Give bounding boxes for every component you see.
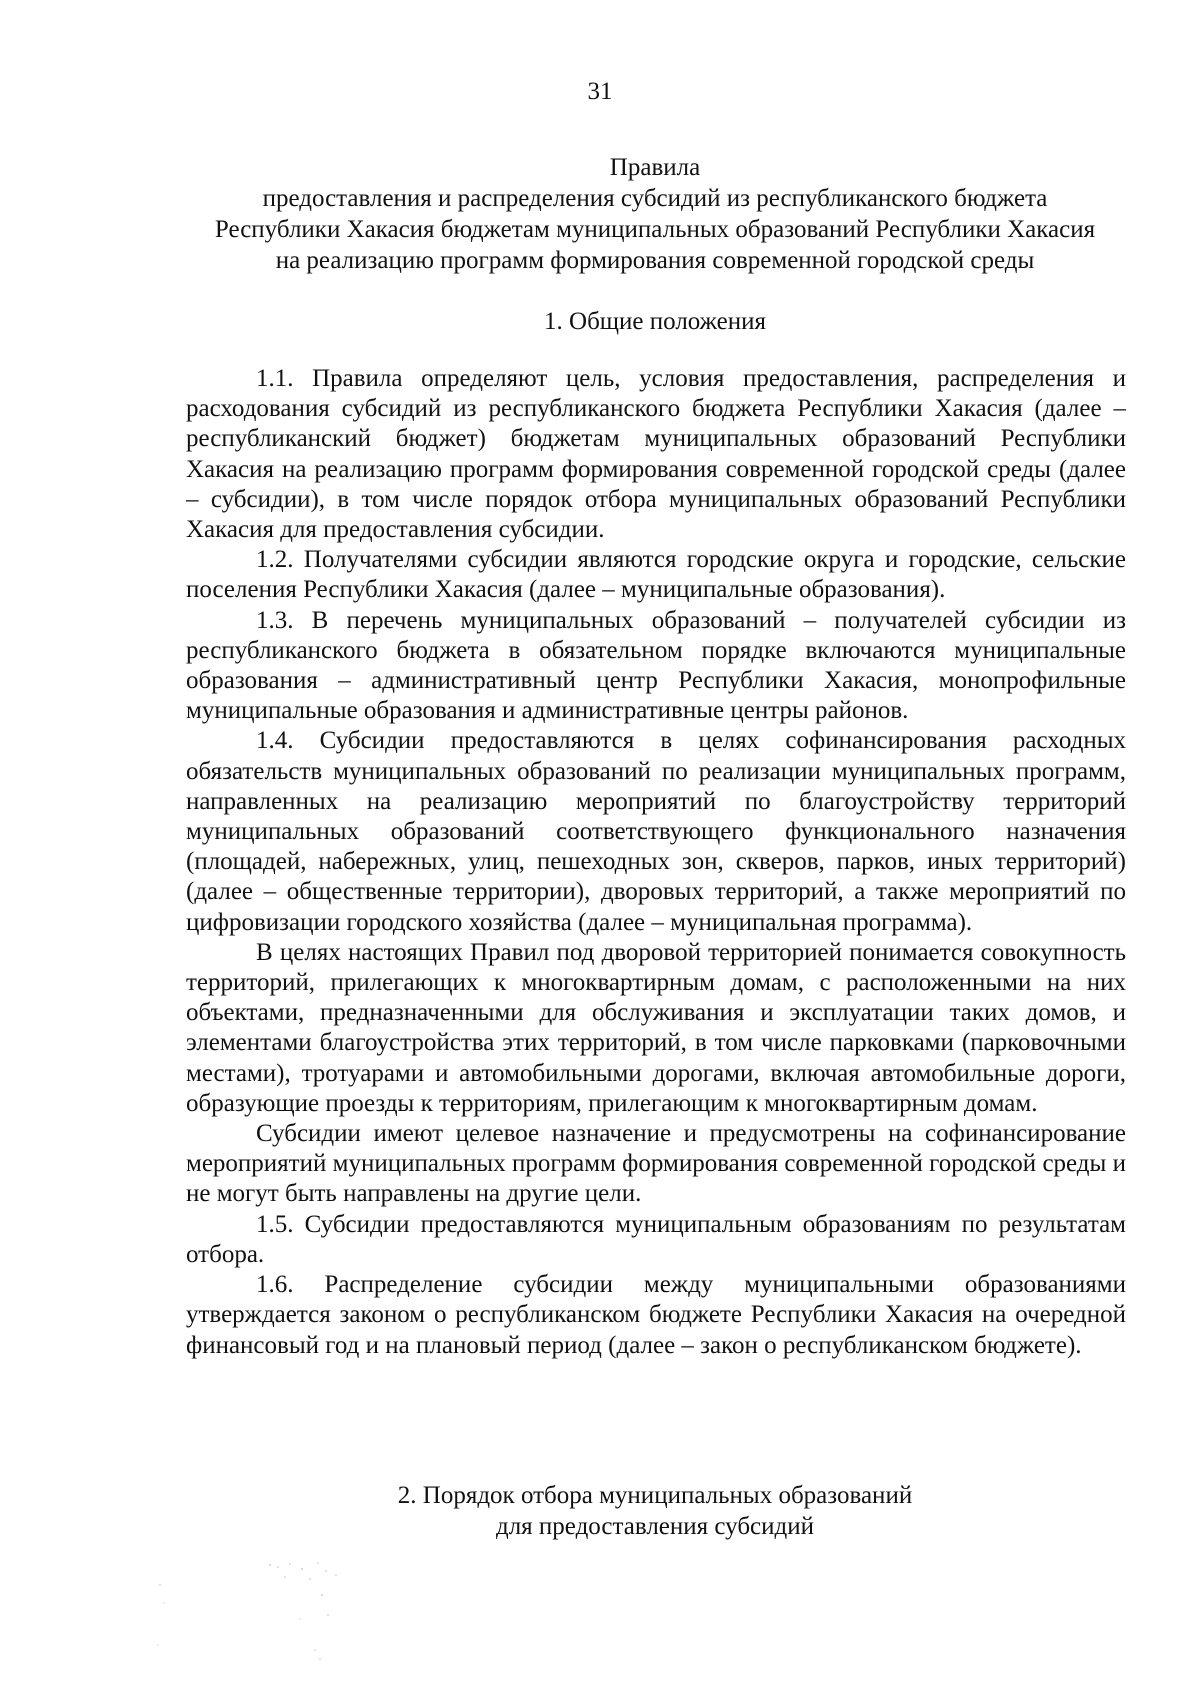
title-line: Республики Хакасия бюджетам муниципальных образований Республики Хакасия — [214, 216, 1096, 243]
paragraph: 1.6. Распределение субсидии между муниципальными образованиями утверждается законом о республиканском бюджете Республики Хакасия на очередной финансовый год и на плановый период (далее – закон о республиканском бюджете). — [186, 1271, 1126, 1359]
paragraph: 1.3. В перечень муниципальных образований – получателей субсидии из республиканского бюджета в обязательном порядке включаются муниципальные образования – административный центр Республики Хакасия, монопрофильные муниципальные образования и административные центры районов. — [186, 606, 1126, 725]
paragraph: 1.5. Субсидии предоставляются муниципальным образованиям по результатам отбора. — [186, 1210, 1126, 1268]
title-line: на реализацию программ формирования современной городской среды — [275, 247, 1035, 274]
paragraph: 1.4. Субсидии предоставляются в целях софинансирования расходных обязательств муниципальных образований по реализации муниципальных программ, направленных на реализацию мероприятий по благоустройству территорий муниципальных образований соответствующего функционального назначения (площадей, набережных, улиц, пешеходных зон, скверов, парков, иных территорий) (далее – общественные территории), дворовых территорий, а также мероприятий по цифровизации городского хозяйства (далее – муниципальная программа). — [186, 727, 1126, 936]
body-text — [186, 364, 1126, 1361]
paragraph: 1.1. Правила определяют цель, условия предоставления, распределения и расходования субсидий из республиканского бюджета Республики Хакасия (далее – республиканский бюджет) бюджетам муниципальных образований Республики Хакасия на реализацию программ формирования современной городской среды (далее – субсидии), в том числе порядок отбора муниципальных образований Республики Хакасия для предоставления субсидии. — [186, 365, 1126, 544]
paragraph: Субсидии имеют целевое назначение и предусмотрены на софинансирование мероприятий муниципальных программ формирования современной городской среды и не могут быть направлены на другие цели. — [186, 1120, 1126, 1208]
document-title — [150, 152, 1160, 276]
section-heading-1 — [150, 306, 1160, 337]
page-number: 31 — [587, 78, 613, 105]
section-heading-text: для предоставления субсидий — [495, 1513, 815, 1540]
paragraph: В целях настоящих Правил под дворовой территорией понимается совокупность территорий, прилегающих к многоквартирным домам, с расположенными на них объектами, предназначенными для обслуживания и эксплуатации таких домов, и элементами благоустройства этих территорий, в том числе парковками (парковочными местами), тротуарами и автомобильными дорогами, включая автомобильные дороги, образующие проезды к территориям, прилегающим к многоквартирным домам. — [186, 938, 1126, 1117]
title-line: предоставления и распределения субсидий из республиканского бюджета — [262, 185, 1048, 212]
title-line: Правила — [609, 154, 701, 181]
scan-noise-marks — [150, 1555, 370, 1675]
paragraph: 1.2. Получателями субсидии являются городские округа и городские, сельские поселения Республики Хакасия (далее – муниципальные образования). — [186, 546, 1126, 604]
section-heading-text: 2. Порядок отбора муниципальных образований — [397, 1482, 913, 1509]
section-heading-text: 1. Общие положения — [544, 308, 766, 335]
section-heading-2 — [150, 1480, 1160, 1542]
